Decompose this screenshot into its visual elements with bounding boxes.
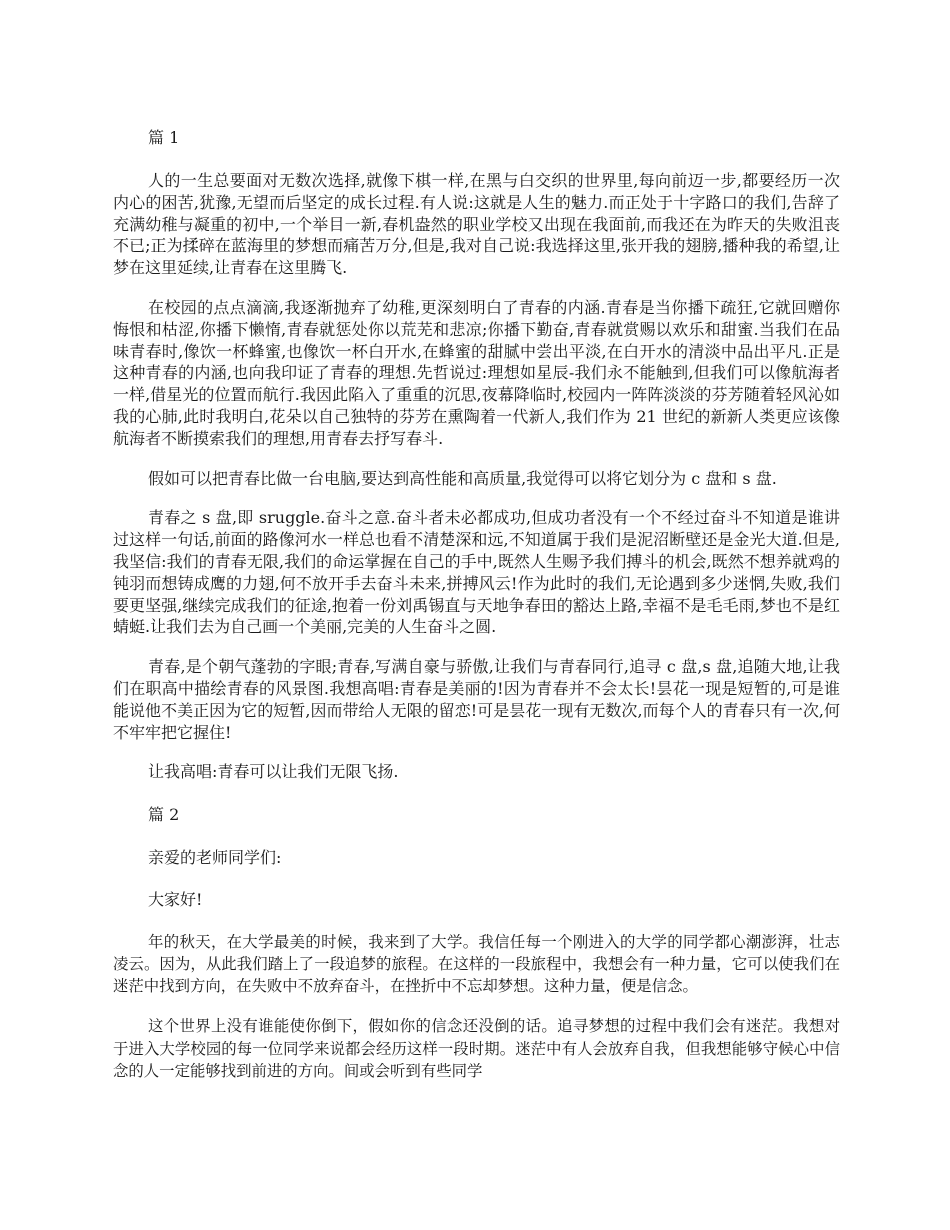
section-heading: 篇 2 — [148, 805, 180, 825]
greeting: 大家好! — [148, 889, 203, 909]
paragraph: 让我高唱:青春可以让我们无限飞扬. — [148, 762, 399, 782]
paragraph: 青春之 s 盘,即 sruggle.奋斗之意.奋斗者未必都成功,但成功者没有一个不经过奋斗不知道是谁讲过这样一句话,前面的路像河水一样总也看不清楚深和远,不知道属于我们是泥沼断壁还是金光大道.但是,我坚信:我们的青春无限,我们的命运掌握在自己的手中,既然人生赐予我们搏斗的机会,既然不想养就鸡的钝羽而想铸成鹰的力翅,何不放开手去奋斗未来,拼搏风云!作为此时的我们,无论遇到多少迷惘,失败,我们要更坚强,继续完成我们的征途,抱着一份刘禹锡直与天地争春田的豁达上路,幸福不是毛毛雨,梦也不是红蜻蜓.让我们去为自己画一个美丽,完美的人生奋斗之圆. — [113, 508, 840, 637]
document-page — [113, 126, 840, 1100]
paragraph: 在校园的点点滴滴,我逐渐抛弃了幼稚,更深刻明白了青春的内涵.青春是当你播下疏狂,它就回赠你悔恨和枯涩,你播下懒惰,青春就惩处你以荒芜和悲凉;你播下勤奋,青春就赏赐以欢乐和甜蜜.当我们在品味青春时,像饮一杯蜂蜜,也像饮一杯白开水,在蜂蜜的甜腻中尝出平淡,在白开水的清淡中品出平凡.正是这种青春的内涵,也向我印证了青春的理想.先哲说过:理想如星辰-我们永不能触到,但我们可以像航海者一样,借星光的位置而航行.我因此陷入了重重的沉思,夜幕降临时,校园内一阵阵淡淡的芬芳随着轻风沁如我的心肺,此时我明白,花朵以自己独特的芬芳在熏陶着一代新人,我们作为 21 世纪的新新人类更应该像航海者不断摸索我们的理想,用青春去抒写春斗. — [113, 297, 840, 448]
paragraph: 人的一生总要面对无数次选择,就像下棋一样,在黑与白交织的世界里,每向前迈一步,都要经历一次内心的困苦,犹豫,无望而后坚定的成长过程.有人说:这就是人生的魅力.而正处于十字路口的我们,告辞了充满幼稚与凝重的初中,一个举目一新,春机盎然的职业学校又出现在我面前,而我还在为昨天的失败沮丧不已;正为揉碎在蓝海里的梦想而痛苦万分,但是,我对自己说:我选择这里,张开我的翅膀,播种我的希望,让梦在这里延续,让青春在这里腾飞. — [113, 171, 840, 278]
paragraph: 年的秋天，在大学最美的时候，我来到了大学。我信任每一个刚进入的大学的同学都心潮澎湃，壮志凌云。因为，从此我们踏上了一段追梦的旅程。在这样的一段旅程中，我想会有一种力量，它可以使我们在迷茫中找到方向，在失败中不放弃奋斗，在挫折中不忘却梦想。这种力量，便是信念。 — [113, 932, 840, 996]
section-heading: 篇 1 — [148, 128, 180, 147]
salutation: 亲爱的老师同学们: — [148, 848, 282, 868]
paragraph: 假如可以把青春比做一台电脑,要达到高性能和高质量,我觉得可以将它划分为 c 盘和 s 盘. — [148, 468, 777, 488]
paragraph: 这个世界上没有谁能使你倒下，假如你的信念还没倒的话。追寻梦想的过程中我们会有迷茫。我想对于进入大学校园的每一位同学来说都会经历这样一段时期。迷茫中有人会放弃自我，但我想能够守候心中信念的人一定能够找到前进的方向。间或会听到有些同学 — [113, 1017, 840, 1080]
paragraph: 青春,是个朝气蓬勃的字眼;青春,写满自豪与骄傲,让我们与青春同行,追寻 c 盘,s 盘,追随大地,让我们在职高中描绘青春的风景图.我想高唱:青春是美丽的!因为青春并不会太长!昙花一现是短暂的,可是谁能说他不美正因为它的短暂,因而带给人无限的留恋!可是昙花一现有无数次,而每个人的青春只有一次,何不牢牢把它握住! — [113, 657, 840, 742]
